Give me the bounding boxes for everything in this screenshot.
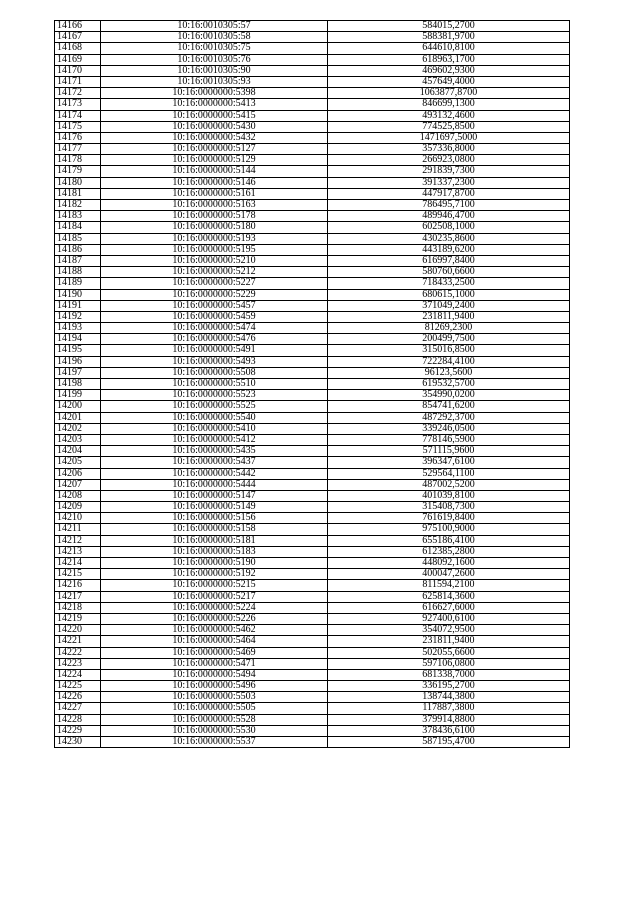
- cadastral-number-cell: 10:16:0000000:5226: [101, 613, 328, 624]
- cadastral-number-cell: 10:16:0000000:5210: [101, 255, 328, 266]
- row-number-cell: 14228: [55, 714, 101, 725]
- value-cell: 117887,3800: [328, 703, 570, 714]
- row-number-cell: 14215: [55, 569, 101, 580]
- table-row: [55, 479, 570, 490]
- row-number-cell: 14193: [55, 323, 101, 334]
- value-cell: 580760,6600: [328, 267, 570, 278]
- row-number-cell: 14220: [55, 625, 101, 636]
- value-cell: 371049,2400: [328, 300, 570, 311]
- cadastral-number-cell: 10:16:0000000:5415: [101, 110, 328, 121]
- row-number-cell: 14196: [55, 356, 101, 367]
- value-cell: 354990,0200: [328, 390, 570, 401]
- row-number-cell: 14230: [55, 737, 101, 748]
- cadastral-number-cell: 10:16:0000000:5129: [101, 155, 328, 166]
- cadastral-number-cell: 10:16:0000000:5410: [101, 423, 328, 434]
- cadastral-number-cell: 10:16:0000000:5444: [101, 479, 328, 490]
- row-number-cell: 14185: [55, 233, 101, 244]
- cadastral-number-cell: 10:16:0000000:5183: [101, 546, 328, 557]
- value-cell: 401039,8100: [328, 490, 570, 501]
- table-row: [55, 513, 570, 524]
- cadastral-number-cell: 10:16:0000000:5212: [101, 267, 328, 278]
- value-cell: 761619,8400: [328, 513, 570, 524]
- row-number-cell: 14221: [55, 636, 101, 647]
- table-row: [55, 535, 570, 546]
- table-row: [55, 32, 570, 43]
- cadastral-number-cell: 10:16:0000000:5437: [101, 457, 328, 468]
- value-cell: 612385,2800: [328, 546, 570, 557]
- row-number-cell: 14174: [55, 110, 101, 121]
- value-cell: 774525,8500: [328, 121, 570, 132]
- row-number-cell: 14207: [55, 479, 101, 490]
- value-cell: 81269,2300: [328, 323, 570, 334]
- row-number-cell: 14222: [55, 647, 101, 658]
- table-row: [55, 166, 570, 177]
- cadastral-number-cell: 10:16:0010305:90: [101, 65, 328, 76]
- table-row: [55, 132, 570, 143]
- table-row: [55, 177, 570, 188]
- row-number-cell: 14224: [55, 669, 101, 680]
- row-number-cell: 14184: [55, 222, 101, 233]
- cadastral-number-cell: 10:16:0000000:5398: [101, 88, 328, 99]
- cadastral-number-cell: 10:16:0000000:5215: [101, 580, 328, 591]
- value-cell: 430235,8600: [328, 233, 570, 244]
- table-row: [55, 211, 570, 222]
- table-row: [55, 334, 570, 345]
- value-cell: 487292,3700: [328, 412, 570, 423]
- table-row: [55, 54, 570, 65]
- row-number-cell: 14206: [55, 468, 101, 479]
- table-row: [55, 289, 570, 300]
- cadastral-number-cell: 10:16:0000000:5432: [101, 132, 328, 143]
- value-cell: 571115,9600: [328, 446, 570, 457]
- value-cell: 680615,1000: [328, 289, 570, 300]
- value-cell: 400047,2600: [328, 569, 570, 580]
- cadastral-number-cell: 10:16:0000000:5525: [101, 401, 328, 412]
- row-number-cell: 14216: [55, 580, 101, 591]
- row-number-cell: 14175: [55, 121, 101, 132]
- table-row: [55, 144, 570, 155]
- value-cell: 811594,2100: [328, 580, 570, 591]
- value-cell: 447917,8700: [328, 188, 570, 199]
- value-cell: 588381,9700: [328, 32, 570, 43]
- value-cell: 584015,2700: [328, 21, 570, 32]
- value-cell: 718433,2500: [328, 278, 570, 289]
- value-cell: 975100,9000: [328, 524, 570, 535]
- value-cell: 778146,5900: [328, 434, 570, 445]
- table-row: [55, 468, 570, 479]
- table-row: [55, 379, 570, 390]
- table-row: [55, 43, 570, 54]
- table-row: [55, 356, 570, 367]
- table-row: [55, 155, 570, 166]
- cadastral-number-cell: 10:16:0000000:5528: [101, 714, 328, 725]
- cadastral-number-cell: 10:16:0000000:5127: [101, 144, 328, 155]
- value-cell: 616997,8400: [328, 255, 570, 266]
- value-cell: 619532,5700: [328, 379, 570, 390]
- cadastral-number-cell: 10:16:0000000:5505: [101, 703, 328, 714]
- table-row: [55, 76, 570, 87]
- table-row: [55, 423, 570, 434]
- table-row: [55, 714, 570, 725]
- table-row: [55, 636, 570, 647]
- row-number-cell: 14200: [55, 401, 101, 412]
- table-row: [55, 222, 570, 233]
- value-cell: 618963,1700: [328, 54, 570, 65]
- value-cell: 357336,8000: [328, 144, 570, 155]
- table-row: [55, 737, 570, 748]
- value-cell: 616627,6000: [328, 602, 570, 613]
- row-number-cell: 14195: [55, 345, 101, 356]
- row-number-cell: 14217: [55, 591, 101, 602]
- row-number-cell: 14211: [55, 524, 101, 535]
- row-number-cell: 14213: [55, 546, 101, 557]
- table-row: [55, 345, 570, 356]
- table-row: [55, 367, 570, 378]
- table-row: [55, 188, 570, 199]
- table-row: [55, 490, 570, 501]
- cadastral-number-cell: 10:16:0000000:5147: [101, 490, 328, 501]
- value-cell: 354072,9500: [328, 625, 570, 636]
- value-cell: 200499,7500: [328, 334, 570, 345]
- table-row: [55, 446, 570, 457]
- value-cell: 448092,1600: [328, 558, 570, 569]
- table-row: [55, 524, 570, 535]
- row-number-cell: 14169: [55, 54, 101, 65]
- table-row: [55, 669, 570, 680]
- row-number-cell: 14192: [55, 311, 101, 322]
- row-number-cell: 14210: [55, 513, 101, 524]
- row-number-cell: 14208: [55, 490, 101, 501]
- cadastral-number-cell: 10:16:0000000:5469: [101, 647, 328, 658]
- table-body: [55, 21, 570, 748]
- cadastral-number-cell: 10:16:0000000:5158: [101, 524, 328, 535]
- row-number-cell: 14180: [55, 177, 101, 188]
- row-number-cell: 14178: [55, 155, 101, 166]
- value-cell: 786495,7100: [328, 200, 570, 211]
- row-number-cell: 14214: [55, 558, 101, 569]
- cadastral-number-cell: 10:16:0000000:5161: [101, 188, 328, 199]
- row-number-cell: 14176: [55, 132, 101, 143]
- table-row: [55, 323, 570, 334]
- value-cell: 391337,2300: [328, 177, 570, 188]
- value-cell: 231811,9400: [328, 311, 570, 322]
- cadastral-number-cell: 10:16:0000000:5508: [101, 367, 328, 378]
- cadastral-number-cell: 10:16:0000000:5537: [101, 737, 328, 748]
- value-cell: 487002,5200: [328, 479, 570, 490]
- cadastral-number-cell: 10:16:0000000:5442: [101, 468, 328, 479]
- row-number-cell: 14179: [55, 166, 101, 177]
- table-row: [55, 311, 570, 322]
- table-row: [55, 21, 570, 32]
- table-row: [55, 591, 570, 602]
- table-row: [55, 647, 570, 658]
- row-number-cell: 14212: [55, 535, 101, 546]
- cadastral-number-cell: 10:16:0000000:5494: [101, 669, 328, 680]
- row-number-cell: 14183: [55, 211, 101, 222]
- row-number-cell: 14205: [55, 457, 101, 468]
- row-number-cell: 14199: [55, 390, 101, 401]
- row-number-cell: 14223: [55, 658, 101, 669]
- cadastral-number-cell: 10:16:0000000:5523: [101, 390, 328, 401]
- value-cell: 443189,6200: [328, 244, 570, 255]
- value-cell: 378436,6100: [328, 725, 570, 736]
- cadastral-number-cell: 10:16:0010305:57: [101, 21, 328, 32]
- cadastral-number-cell: 10:16:0000000:5471: [101, 658, 328, 669]
- row-number-cell: 14229: [55, 725, 101, 736]
- table-row: [55, 625, 570, 636]
- cadastral-number-cell: 10:16:0000000:5193: [101, 233, 328, 244]
- cadastral-number-cell: 10:16:0000000:5181: [101, 535, 328, 546]
- cadastral-number-cell: 10:16:0000000:5496: [101, 681, 328, 692]
- data-table: [54, 20, 570, 748]
- table-row: [55, 569, 570, 580]
- cadastral-number-cell: 10:16:0010305:93: [101, 76, 328, 87]
- value-cell: 655186,4100: [328, 535, 570, 546]
- value-cell: 681338,7000: [328, 669, 570, 680]
- table-row: [55, 390, 570, 401]
- table-row: [55, 546, 570, 557]
- cadastral-number-cell: 10:16:0000000:5227: [101, 278, 328, 289]
- row-number-cell: 14197: [55, 367, 101, 378]
- value-cell: 457649,4000: [328, 76, 570, 87]
- value-cell: 266923,0800: [328, 155, 570, 166]
- value-cell: 587195,4700: [328, 737, 570, 748]
- table-row: [55, 233, 570, 244]
- cadastral-number-cell: 10:16:0000000:5493: [101, 356, 328, 367]
- row-number-cell: 14182: [55, 200, 101, 211]
- cadastral-number-cell: 10:16:0000000:5229: [101, 289, 328, 300]
- value-cell: 396347,6100: [328, 457, 570, 468]
- value-cell: 96123,5600: [328, 367, 570, 378]
- cadastral-number-cell: 10:16:0000000:5412: [101, 434, 328, 445]
- value-cell: 1063877,8700: [328, 88, 570, 99]
- cadastral-number-cell: 10:16:0000000:5178: [101, 211, 328, 222]
- cadastral-number-cell: 10:16:0000000:5435: [101, 446, 328, 457]
- table-row: [55, 613, 570, 624]
- row-number-cell: 14204: [55, 446, 101, 457]
- row-number-cell: 14187: [55, 255, 101, 266]
- cadastral-number-cell: 10:16:0000000:5190: [101, 558, 328, 569]
- table-row: [55, 267, 570, 278]
- cadastral-number-cell: 10:16:0000000:5491: [101, 345, 328, 356]
- table-row: [55, 65, 570, 76]
- cadastral-number-cell: 10:16:0010305:75: [101, 43, 328, 54]
- table-row: [55, 502, 570, 513]
- row-number-cell: 14189: [55, 278, 101, 289]
- row-number-cell: 14167: [55, 32, 101, 43]
- table-row: [55, 110, 570, 121]
- row-number-cell: 14209: [55, 502, 101, 513]
- value-cell: 927400,6100: [328, 613, 570, 624]
- value-cell: 854741,6200: [328, 401, 570, 412]
- row-number-cell: 14191: [55, 300, 101, 311]
- value-cell: 529564,1100: [328, 468, 570, 479]
- cadastral-number-cell: 10:16:0000000:5503: [101, 692, 328, 703]
- row-number-cell: 14168: [55, 43, 101, 54]
- value-cell: 336195,2700: [328, 681, 570, 692]
- row-number-cell: 14203: [55, 434, 101, 445]
- cadastral-number-cell: 10:16:0000000:5464: [101, 636, 328, 647]
- cadastral-number-cell: 10:16:0000000:5462: [101, 625, 328, 636]
- value-cell: 846699,1300: [328, 99, 570, 110]
- cadastral-number-cell: 10:16:0000000:5530: [101, 725, 328, 736]
- cadastral-number-cell: 10:16:0000000:5474: [101, 323, 328, 334]
- value-cell: 231811,9400: [328, 636, 570, 647]
- cadastral-number-cell: 10:16:0000000:5457: [101, 300, 328, 311]
- cadastral-number-cell: 10:16:0000000:5163: [101, 200, 328, 211]
- cadastral-number-cell: 10:16:0000000:5146: [101, 177, 328, 188]
- value-cell: 502055,6600: [328, 647, 570, 658]
- row-number-cell: 14227: [55, 703, 101, 714]
- table-row: [55, 88, 570, 99]
- table-row: [55, 300, 570, 311]
- value-cell: 315408,7300: [328, 502, 570, 513]
- table-row: [55, 658, 570, 669]
- cadastral-number-cell: 10:16:0000000:5144: [101, 166, 328, 177]
- table-row: [55, 255, 570, 266]
- row-number-cell: 14202: [55, 423, 101, 434]
- cadastral-number-cell: 10:16:0000000:5224: [101, 602, 328, 613]
- value-cell: 469602,9300: [328, 65, 570, 76]
- value-cell: 493132,4600: [328, 110, 570, 121]
- table-row: [55, 580, 570, 591]
- value-cell: 644610,8100: [328, 43, 570, 54]
- cadastral-number-cell: 10:16:0000000:5430: [101, 121, 328, 132]
- row-number-cell: 14166: [55, 21, 101, 32]
- cadastral-number-cell: 10:16:0000000:5413: [101, 99, 328, 110]
- value-cell: 1471697,5000: [328, 132, 570, 143]
- table-row: [55, 412, 570, 423]
- row-number-cell: 14226: [55, 692, 101, 703]
- value-cell: 625814,3600: [328, 591, 570, 602]
- table-row: [55, 121, 570, 132]
- cadastral-number-cell: 10:16:0000000:5149: [101, 502, 328, 513]
- row-number-cell: 14171: [55, 76, 101, 87]
- value-cell: 597106,0800: [328, 658, 570, 669]
- row-number-cell: 14219: [55, 613, 101, 624]
- row-number-cell: 14190: [55, 289, 101, 300]
- row-number-cell: 14218: [55, 602, 101, 613]
- table-row: [55, 401, 570, 412]
- cadastral-number-cell: 10:16:0000000:5217: [101, 591, 328, 602]
- table-row: [55, 278, 570, 289]
- cadastral-number-cell: 10:16:0000000:5459: [101, 311, 328, 322]
- row-number-cell: 14177: [55, 144, 101, 155]
- row-number-cell: 14170: [55, 65, 101, 76]
- row-number-cell: 14201: [55, 412, 101, 423]
- row-number-cell: 14186: [55, 244, 101, 255]
- row-number-cell: 14225: [55, 681, 101, 692]
- cadastral-number-cell: 10:16:0000000:5540: [101, 412, 328, 423]
- row-number-cell: 14188: [55, 267, 101, 278]
- table-row: [55, 602, 570, 613]
- table-row: [55, 558, 570, 569]
- row-number-cell: 14181: [55, 188, 101, 199]
- row-number-cell: 14198: [55, 379, 101, 390]
- cadastral-number-cell: 10:16:0010305:76: [101, 54, 328, 65]
- table-row: [55, 434, 570, 445]
- value-cell: 291839,7300: [328, 166, 570, 177]
- value-cell: 315016,8500: [328, 345, 570, 356]
- table-row: [55, 200, 570, 211]
- cadastral-number-cell: 10:16:0000000:5476: [101, 334, 328, 345]
- table-row: [55, 681, 570, 692]
- value-cell: 722284,4100: [328, 356, 570, 367]
- table-row: [55, 725, 570, 736]
- table-row: [55, 99, 570, 110]
- table-row: [55, 457, 570, 468]
- table-row: [55, 703, 570, 714]
- row-number-cell: 14194: [55, 334, 101, 345]
- table-row: [55, 244, 570, 255]
- cadastral-number-cell: 10:16:0000000:5180: [101, 222, 328, 233]
- cadastral-number-cell: 10:16:0010305:58: [101, 32, 328, 43]
- cadastral-number-cell: 10:16:0000000:5192: [101, 569, 328, 580]
- value-cell: 138744,3800: [328, 692, 570, 703]
- row-number-cell: 14172: [55, 88, 101, 99]
- value-cell: 489946,4700: [328, 211, 570, 222]
- row-number-cell: 14173: [55, 99, 101, 110]
- value-cell: 379914,8800: [328, 714, 570, 725]
- cadastral-number-cell: 10:16:0000000:5510: [101, 379, 328, 390]
- value-cell: 602508,1000: [328, 222, 570, 233]
- cadastral-number-cell: 10:16:0000000:5195: [101, 244, 328, 255]
- table-row: [55, 692, 570, 703]
- value-cell: 339246,0500: [328, 423, 570, 434]
- cadastral-number-cell: 10:16:0000000:5156: [101, 513, 328, 524]
